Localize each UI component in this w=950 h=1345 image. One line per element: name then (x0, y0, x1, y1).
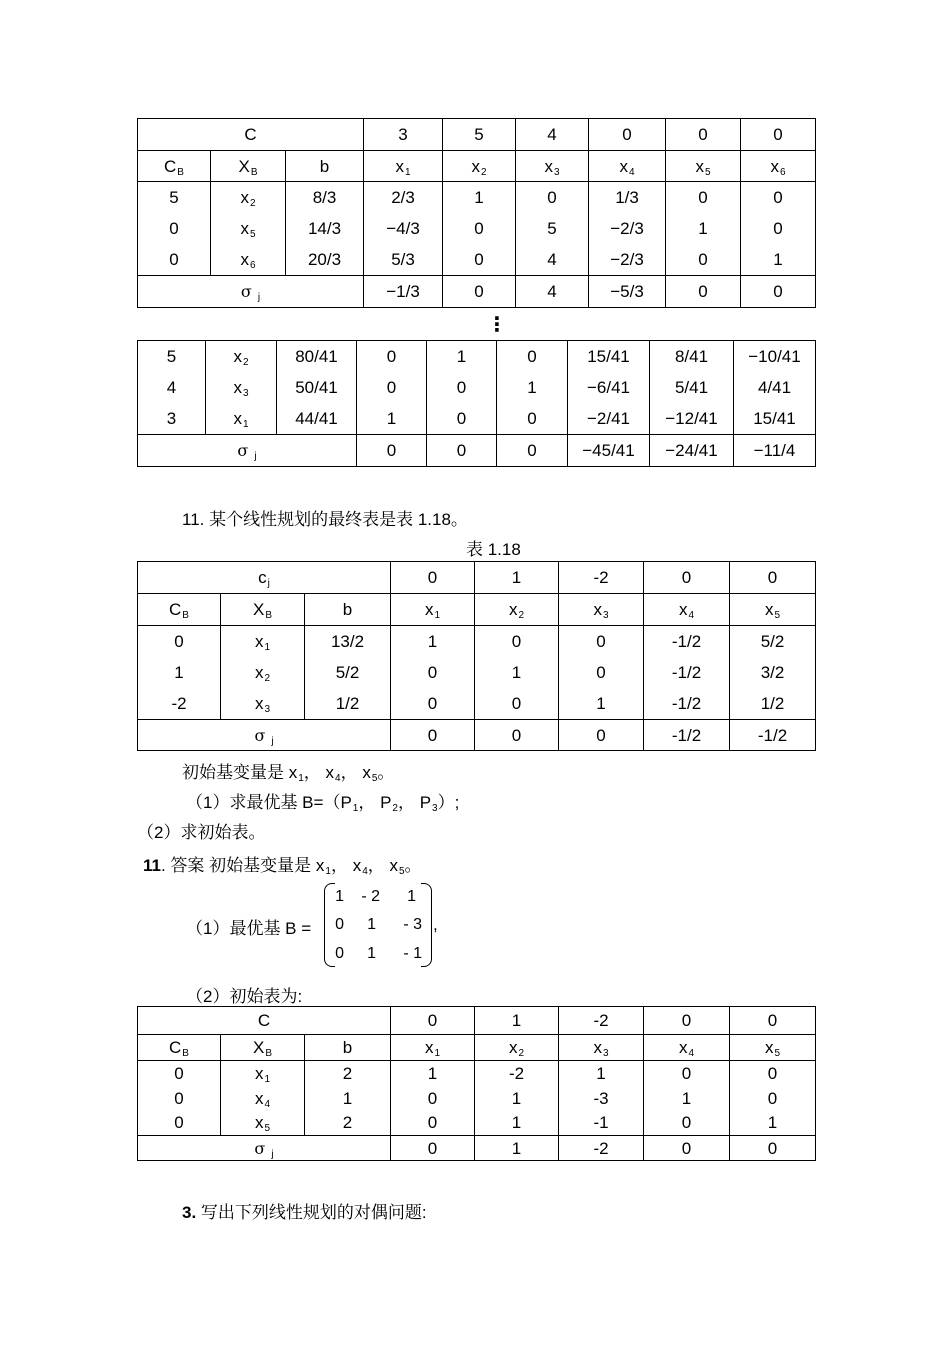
sigma-cell: 0 (730, 1136, 816, 1161)
header-xb: XB (221, 1035, 305, 1061)
cost-label: cj (138, 562, 391, 594)
b-cell: 1 (305, 1086, 391, 1111)
header-x: x1 (364, 151, 443, 182)
header-x: x5 (666, 151, 741, 182)
sigma-cell: −45/41 (568, 435, 650, 467)
cost-cell: 0 (644, 562, 730, 594)
right-bracket (421, 883, 432, 967)
matrix-cell: 1 (335, 888, 344, 905)
vertical-ellipsis: ⋮ (487, 314, 507, 336)
sigma-cell: 4 (516, 276, 589, 308)
table-row (138, 182, 816, 213)
value-cell: 1 (666, 213, 741, 244)
sigma-label: σ j (138, 276, 364, 308)
header-xb: XB (221, 594, 305, 626)
matrix-cell: - 2 (361, 888, 380, 905)
sigma-label: σ j (138, 720, 391, 751)
value-cell: 5/2 (730, 626, 816, 657)
xb-cell: x4 (221, 1086, 305, 1111)
value-cell: 0 (391, 688, 475, 720)
table-row (138, 213, 816, 244)
header-b: b (286, 151, 364, 182)
value-cell: 4 (516, 244, 589, 276)
simplex-table-1 (137, 118, 816, 308)
value-cell: −2/3 (589, 213, 666, 244)
xb-cell: x3 (206, 372, 277, 403)
cb-cell: 1 (138, 657, 221, 688)
cost-cell: 5 (443, 119, 516, 151)
value-cell: 1 (475, 1086, 559, 1111)
cb-cell: 4 (138, 372, 206, 403)
value-cell: 1 (644, 1086, 730, 1111)
value-cell: 1 (559, 1061, 644, 1086)
table-row (138, 688, 816, 720)
sigma-cell: 0 (497, 435, 568, 467)
final-table-1-18 (137, 561, 816, 751)
value-cell: −4/3 (364, 213, 443, 244)
value-cell: 1 (730, 1111, 816, 1136)
cost-cell: 0 (666, 119, 741, 151)
header-cb: CB (138, 1035, 221, 1061)
cb-cell: 3 (138, 403, 206, 435)
cost-cell: 0 (730, 562, 816, 594)
header-x: x4 (644, 594, 730, 626)
sigma-cell: -1/2 (730, 720, 816, 751)
table-row (138, 1061, 816, 1086)
sigma-row (138, 276, 816, 308)
xb-cell: x5 (211, 213, 286, 244)
xb-cell: x1 (221, 1061, 305, 1086)
sigma-cell: 0 (475, 720, 559, 751)
cb-cell: -2 (138, 688, 221, 720)
xb-cell: x6 (211, 244, 286, 276)
header-x: x1 (391, 1035, 475, 1061)
value-cell: 1 (559, 688, 644, 720)
table-row (138, 626, 816, 657)
xb-cell: x5 (221, 1111, 305, 1136)
cost-cell: -2 (559, 1007, 644, 1035)
cost-cell: 0 (644, 1007, 730, 1035)
value-cell: 0 (443, 213, 516, 244)
value-cell: 1/3 (589, 182, 666, 213)
matrix-cell: - 3 (403, 916, 422, 933)
value-cell: 0 (730, 1086, 816, 1111)
sigma-cell: −11/4 (734, 435, 816, 467)
basis-matrix (324, 883, 432, 967)
value-cell: 0 (516, 182, 589, 213)
cb-cell: 5 (138, 182, 211, 213)
b-cell: 2 (305, 1111, 391, 1136)
header-cb: CB (138, 151, 211, 182)
sigma-cell: −5/3 (589, 276, 666, 308)
value-cell: 0 (357, 341, 427, 372)
value-cell: 5/3 (364, 244, 443, 276)
part-2-text: （2）求初始表。 (137, 823, 266, 842)
cb-cell: 0 (138, 1086, 221, 1111)
header-row (138, 1035, 816, 1061)
xb-cell: x2 (211, 182, 286, 213)
value-cell: 15/41 (568, 341, 650, 372)
cost-cell: -2 (559, 562, 644, 594)
question-3-text: 3. 写出下列线性规划的对偶问题: (182, 1203, 427, 1222)
value-cell: −10/41 (734, 341, 816, 372)
value-cell: 15/41 (734, 403, 816, 435)
value-cell: 0 (666, 182, 741, 213)
header-cb: CB (138, 594, 221, 626)
value-cell: -1/2 (644, 688, 730, 720)
header-x: x6 (741, 151, 816, 182)
value-cell: -1 (559, 1111, 644, 1136)
value-cell: -2 (475, 1061, 559, 1086)
b-cell: 44/41 (277, 403, 357, 435)
value-cell: 0 (475, 688, 559, 720)
table-row (138, 403, 816, 435)
value-cell: 5 (516, 213, 589, 244)
value-cell: 0 (475, 626, 559, 657)
cost-label: C (138, 119, 364, 151)
matrix-cell: 1 (407, 888, 416, 905)
value-cell: −2/3 (589, 244, 666, 276)
cost-cell: 0 (391, 562, 475, 594)
part-1-text: （1）求最优基 B=（P1， P2， P3）; (186, 793, 460, 814)
value-cell: -3 (559, 1086, 644, 1111)
header-row (138, 151, 816, 182)
value-cell: 0 (443, 244, 516, 276)
question-11-text: 11. 某个线性规划的最终表是表 1.18。 (182, 510, 468, 529)
value-cell: 0 (741, 182, 816, 213)
b-cell: 5/2 (305, 657, 391, 688)
cb-cell: 0 (138, 244, 211, 276)
value-cell: 3/2 (730, 657, 816, 688)
value-cell: 1 (475, 657, 559, 688)
header-x: x2 (475, 1035, 559, 1061)
cost-cell: 0 (741, 119, 816, 151)
value-cell: -1/2 (644, 657, 730, 688)
value-cell: 8/41 (650, 341, 734, 372)
value-cell: 0 (391, 657, 475, 688)
sigma-cell: 0 (427, 435, 497, 467)
table-row (138, 1111, 816, 1136)
initial-basis-text: 初始基变量是 x1， x4， x5。 (182, 763, 395, 784)
sigma-cell: 0 (357, 435, 427, 467)
cb-cell: 0 (138, 626, 221, 657)
sigma-cell: -1/2 (644, 720, 730, 751)
xb-cell: x3 (221, 688, 305, 720)
sigma-cell: 0 (644, 1136, 730, 1161)
table-row (138, 372, 816, 403)
sigma-cell: 0 (666, 276, 741, 308)
value-cell: 5/41 (650, 372, 734, 403)
cost-cell: 0 (730, 1007, 816, 1035)
matrix-comma: , (433, 915, 438, 934)
value-cell: 0 (497, 341, 568, 372)
header-xb: XB (211, 151, 286, 182)
value-cell: 1 (357, 403, 427, 435)
cost-label: C (138, 1007, 391, 1035)
matrix-cell: 1 (367, 945, 376, 962)
sigma-row (138, 435, 816, 467)
cost-cell: 0 (589, 119, 666, 151)
value-cell: 0 (391, 1111, 475, 1136)
sigma-cell: 1 (475, 1136, 559, 1161)
table-caption: 表 1.18 (466, 540, 521, 559)
simplex-table-2 (137, 340, 816, 467)
value-cell: 1 (391, 626, 475, 657)
sigma-cell: 0 (559, 720, 644, 751)
header-x: x3 (559, 594, 644, 626)
value-cell: 1 (443, 182, 516, 213)
sigma-row (138, 720, 816, 751)
sigma-cell: −1/3 (364, 276, 443, 308)
sigma-cell: 0 (741, 276, 816, 308)
cost-cell: 1 (475, 562, 559, 594)
cb-cell: 0 (138, 213, 211, 244)
xb-cell: x2 (221, 657, 305, 688)
xb-cell: x1 (206, 403, 277, 435)
cost-cell: 1 (475, 1007, 559, 1035)
value-cell: 0 (666, 244, 741, 276)
value-cell: 0 (497, 403, 568, 435)
header-x: x1 (391, 594, 475, 626)
header-x: x3 (559, 1035, 644, 1061)
value-cell: -1/2 (644, 626, 730, 657)
xb-cell: x1 (221, 626, 305, 657)
value-cell: 0 (427, 372, 497, 403)
cost-cell: 3 (364, 119, 443, 151)
cost-row (138, 562, 816, 594)
value-cell: 0 (741, 213, 816, 244)
value-cell: 1 (475, 1111, 559, 1136)
value-cell: 1 (391, 1061, 475, 1086)
table-row (138, 244, 816, 276)
b-cell: 2 (305, 1061, 391, 1086)
sigma-row (138, 1136, 816, 1161)
value-cell: −12/41 (650, 403, 734, 435)
b-cell: 50/41 (277, 372, 357, 403)
value-cell: −6/41 (568, 372, 650, 403)
value-cell: 1 (427, 341, 497, 372)
value-cell: 0 (644, 1061, 730, 1086)
optimal-basis-label: （1）最优基 B = (186, 919, 312, 938)
header-x: x3 (516, 151, 589, 182)
matrix-cell: - 1 (403, 945, 422, 962)
xb-cell: x2 (206, 341, 277, 372)
value-cell: 0 (391, 1086, 475, 1111)
answer-11-text: 11. 答案 初始基变量是 x1， x4， x5。 (143, 856, 422, 877)
matrix-cell: 0 (335, 916, 344, 933)
table-row (138, 1086, 816, 1111)
value-cell: 0 (427, 403, 497, 435)
value-cell: 1/2 (730, 688, 816, 720)
cb-cell: 5 (138, 341, 206, 372)
header-x: x5 (730, 1035, 816, 1061)
value-cell: −2/41 (568, 403, 650, 435)
value-cell: 0 (730, 1061, 816, 1086)
cost-cell: 0 (391, 1007, 475, 1035)
header-row (138, 594, 816, 626)
header-x: x4 (589, 151, 666, 182)
cb-cell: 0 (138, 1111, 221, 1136)
initial-table (137, 1006, 816, 1161)
b-cell: 13/2 (305, 626, 391, 657)
cost-row (138, 119, 816, 151)
sigma-cell: -2 (559, 1136, 644, 1161)
sigma-cell: 0 (391, 1136, 475, 1161)
matrix-cell: 1 (367, 916, 376, 933)
cost-row (138, 1007, 816, 1035)
sigma-label: σ j (138, 435, 357, 467)
matrix-cell: 0 (335, 945, 344, 962)
b-cell: 20/3 (286, 244, 364, 276)
initial-table-label: （2）初始表为: (186, 987, 303, 1006)
b-cell: 8/3 (286, 182, 364, 213)
header-x: x2 (475, 594, 559, 626)
b-cell: 80/41 (277, 341, 357, 372)
value-cell: 1 (497, 372, 568, 403)
value-cell: 2/3 (364, 182, 443, 213)
value-cell: 4/41 (734, 372, 816, 403)
cb-cell: 0 (138, 1061, 221, 1086)
b-cell: 1/2 (305, 688, 391, 720)
table-row (138, 657, 816, 688)
header-b: b (305, 1035, 391, 1061)
value-cell: 1 (741, 244, 816, 276)
value-cell: 0 (357, 372, 427, 403)
sigma-cell: 0 (391, 720, 475, 751)
value-cell: 0 (559, 657, 644, 688)
sigma-cell: −24/41 (650, 435, 734, 467)
header-x: x4 (644, 1035, 730, 1061)
value-cell: 0 (559, 626, 644, 657)
value-cell: 0 (644, 1111, 730, 1136)
b-cell: 14/3 (286, 213, 364, 244)
sigma-cell: 0 (443, 276, 516, 308)
header-x: x2 (443, 151, 516, 182)
table-row (138, 341, 816, 372)
cost-cell: 4 (516, 119, 589, 151)
sigma-label: σ j (138, 1136, 391, 1161)
header-x: x5 (730, 594, 816, 626)
header-b: b (305, 594, 391, 626)
